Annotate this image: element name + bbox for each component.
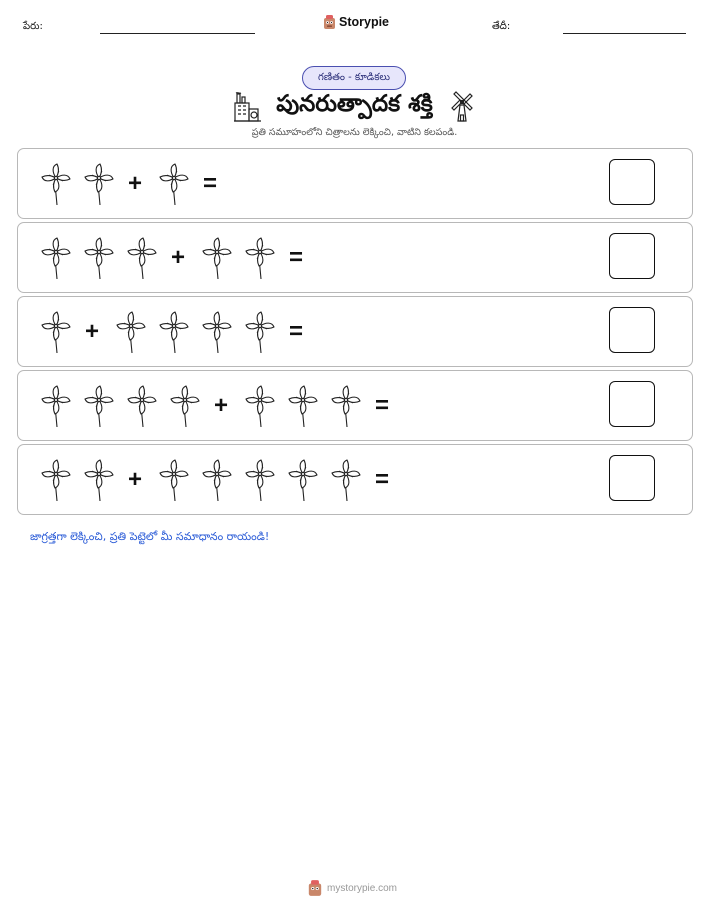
pinwheel-icon <box>40 458 72 502</box>
problem-expression <box>40 223 303 292</box>
worksheet-title: పునరుత్పాదక శక్తి <box>276 91 433 117</box>
answer-box[interactable] <box>609 381 655 427</box>
plus-sign: + <box>85 317 100 345</box>
plus-sign: + <box>128 465 143 493</box>
pinwheel-icon <box>244 236 276 280</box>
pinwheel-icon <box>201 458 233 502</box>
date-label: తేదీ: <box>492 21 511 32</box>
answer-box[interactable] <box>609 455 655 501</box>
plus-sign: + <box>214 391 229 419</box>
problem-expression <box>40 297 303 366</box>
answer-box[interactable] <box>609 307 655 353</box>
reminder-note: జాగ్రత్తగా లెక్కించి, ప్రతి పెట్టెలో మీ సమాధానం రాయండి! <box>30 530 270 543</box>
pinwheel-icon <box>40 310 72 354</box>
storypie-mascot-icon <box>307 879 323 897</box>
problem-row <box>17 444 693 515</box>
answer-box[interactable] <box>609 233 655 279</box>
equals-sign: = <box>203 169 218 197</box>
equals-sign: = <box>375 391 390 419</box>
pinwheel-icon <box>40 236 72 280</box>
pinwheel-icon <box>83 236 115 280</box>
problem-row <box>17 148 693 219</box>
instructions: ప్రతి సమూహంలోని చిత్రాలను లెక్కించి, వాటిని కలపండి. <box>251 127 458 138</box>
pinwheel-icon <box>201 236 233 280</box>
name-field[interactable] <box>100 33 255 34</box>
pinwheel-icon <box>40 384 72 428</box>
brand-name: Storypie <box>339 15 390 29</box>
pinwheel-icon <box>244 310 276 354</box>
pinwheel-icon <box>158 458 190 502</box>
pinwheel-icon <box>287 384 319 428</box>
plus-sign: + <box>171 243 186 271</box>
equals-sign: = <box>289 243 304 271</box>
pinwheel-icon <box>244 458 276 502</box>
worksheet-header <box>0 12 709 42</box>
answer-box[interactable] <box>609 159 655 205</box>
pinwheel-icon <box>83 384 115 428</box>
problem-expression <box>40 149 217 218</box>
pinwheel-icon <box>244 384 276 428</box>
problem-expression <box>40 445 389 514</box>
equals-sign: = <box>289 317 304 345</box>
topic-badge: గణితం - కూడికలు <box>302 66 406 90</box>
windmill-icon <box>447 91 477 123</box>
pinwheel-icon <box>126 236 158 280</box>
plus-sign: + <box>128 169 143 197</box>
pinwheel-icon <box>40 162 72 206</box>
title-row <box>0 88 709 126</box>
problem-expression <box>40 371 389 440</box>
problem-row <box>17 222 693 293</box>
pinwheel-icon <box>115 310 147 354</box>
footer <box>307 879 397 897</box>
date-field[interactable] <box>563 33 686 34</box>
pinwheel-icon <box>201 310 233 354</box>
pinwheel-icon <box>330 384 362 428</box>
footer-site: mystorypie.com <box>327 882 398 894</box>
pinwheel-icon <box>158 310 190 354</box>
pinwheel-icon <box>83 162 115 206</box>
pinwheel-icon <box>330 458 362 502</box>
solar-factory-icon <box>232 91 262 123</box>
storypie-mascot-icon <box>323 14 336 30</box>
pinwheel-icon <box>126 384 158 428</box>
equals-sign: = <box>375 465 390 493</box>
pinwheel-icon <box>169 384 201 428</box>
name-label: పేరు: <box>23 21 43 32</box>
pinwheel-icon <box>83 458 115 502</box>
problem-list <box>17 148 693 518</box>
brand-logo <box>323 14 389 30</box>
problem-row <box>17 296 693 367</box>
pinwheel-icon <box>287 458 319 502</box>
problem-row <box>17 370 693 441</box>
pinwheel-icon <box>158 162 190 206</box>
